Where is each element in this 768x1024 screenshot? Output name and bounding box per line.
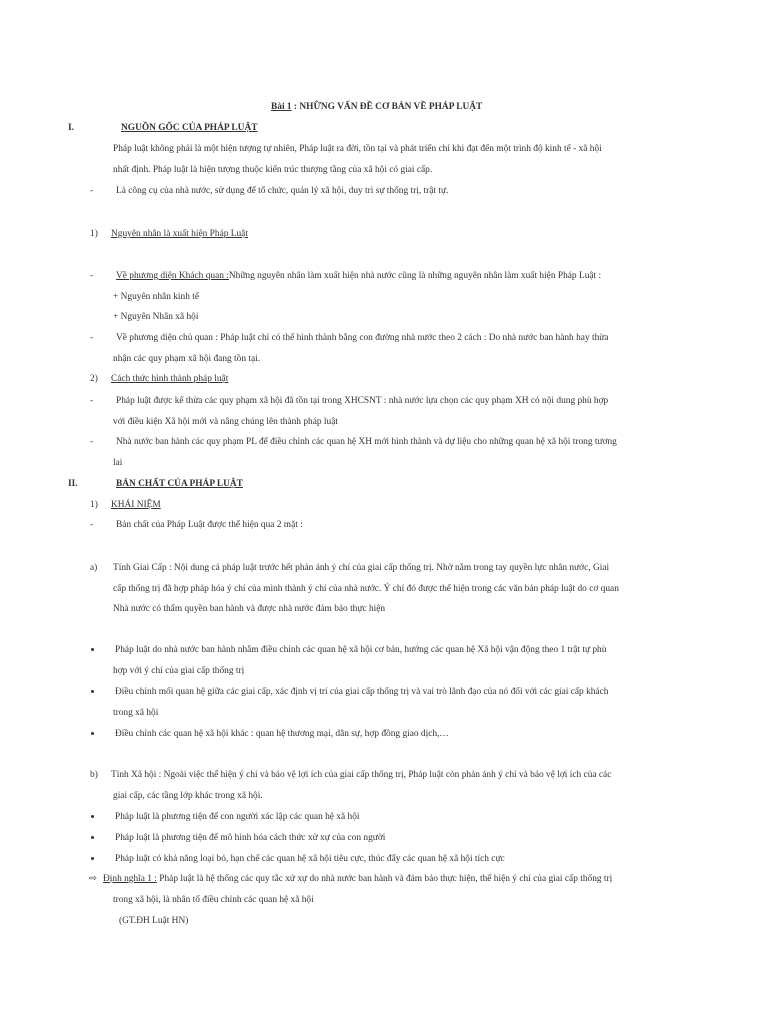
intro-paragraph-line-1: Pháp luật không phải là một hiện tượng tự nhiên, Pháp luật ra đời, tồn tại và phát triển chỉ khi đạt đến một trình độ kinh tế - xã hội	[113, 144, 602, 154]
formation-way-2-line-1: Nhà nước ban hành các quy phạm PL để điều chỉnh các quan hệ XH mới hình thành và dự liệu cho những quan hệ xã hội trong tương	[116, 437, 617, 447]
social-cause-item: + Nguyên Nhân xã hội	[113, 312, 199, 322]
bullet-marker	[91, 648, 94, 651]
dash-marker: -	[90, 520, 94, 530]
class-bullet-3: Điều chỉnh các quan hệ xã hội khác : quan hệ thương mại, dân sự, hợp đồng giao dịch,…	[115, 729, 449, 739]
definition-line-1	[103, 873, 612, 885]
intro-paragraph-line-2: nhất định. Pháp luật là hiện tượng thuộc kiến trúc thượng tầng của xã hội có giai cấp.	[113, 165, 433, 175]
bullet-marker	[91, 815, 94, 818]
subsection-concept-number: 1)	[90, 500, 98, 510]
definition-line-2: trong xã hội, là nhân tố điều chỉnh các quan hệ xã hội	[113, 895, 314, 905]
subjective-aspect-line-1: Về phương diện chủ quan : Pháp luật chỉ có thể hình thành bằng con đường nhà nước theo 2 cách : Do nhà nước ban hành hay thừa	[116, 333, 609, 343]
subsection-concept-title: KHÁI NIỆM	[111, 500, 161, 510]
page-title	[271, 101, 482, 113]
dash-marker: -	[90, 271, 94, 281]
section-2-number: II.	[68, 479, 78, 489]
subsection-1-title: Nguyên nhân là xuất hiện Pháp Luật	[111, 229, 248, 239]
social-bullet-3: Pháp luật có khả năng loại bỏ, hạn chế các quan hệ xã hội tiêu cực, thúc đẩy các quan hệ xã hội tích cực	[115, 854, 505, 864]
formation-way-2-line-2: lai	[113, 458, 123, 468]
class-nature-line-1: Tính Giai Cấp : Nội dung cả pháp luật trước hết phản ánh ý chí của giai cấp thống trị. Nhờ nắm trong tay quyền lực nhân nước, Giai	[113, 563, 610, 573]
social-nature-line-1: Tính Xã hội : Ngoài việc thể hiện ý chí và bảo vệ lợi ích của giai cấp thống trị, Pháp luật còn phản ánh ý chí và bảo vệ lợi ích của các	[111, 770, 612, 780]
definition-arrow-icon: ⇨	[89, 874, 97, 884]
class-bullet-2-line-1: Điều chỉnh mối quan hệ giữa các giai cấp, xác định vị trí của giai cấp thống trị và vai trò lãnh đạo của nó đối với các giai cấp khách	[115, 687, 609, 697]
class-bullet-1-line-1: Pháp luật do nhà nước ban hành nhằm điều chỉnh các quan hệ xã hội cơ bản, hướng các quan hệ Xã hội vận động theo 1 trật tự phù	[115, 645, 607, 655]
definition-label: Định nghĩa 1 :	[103, 874, 157, 884]
section-1-number: I.	[68, 123, 74, 133]
bullet-marker	[91, 732, 94, 735]
formation-way-1-line-2: với điều kiện Xã hội mới và nâng chúng lên thành pháp luật	[113, 417, 338, 427]
objective-aspect-text: Những nguyên nhân làm xuất hiện nhà nước cũng là những nguyên nhân làm xuất hiện Pháp Luật :	[228, 271, 602, 281]
two-aspects-item: Bản chất của Pháp Luật được thể hiện qua 2 mặt :	[116, 520, 303, 530]
bullet-marker	[91, 857, 94, 860]
dash-marker: -	[90, 437, 94, 447]
dash-marker: -	[90, 396, 94, 406]
social-bullet-2: Pháp luật là phương tiện để mô hình hóa cách thức xử xự của con người	[115, 833, 386, 843]
social-bullet-1: Pháp luật là phương tiện để con người xác lập các quan hệ xã hội	[115, 812, 360, 822]
objective-aspect-label: Về phương diện Khách quan :	[116, 271, 229, 281]
title-text: : NHỮNG VẤN ĐỀ CƠ BẢN VỀ PHÁP LUẬT	[291, 102, 483, 112]
subsection-2-title: Cách thức hình thành pháp luật	[111, 374, 229, 384]
subsection-2-number: 2)	[90, 374, 98, 384]
item-b-label: b)	[90, 770, 98, 780]
class-nature-line-2: cấp thống trị đã hợp pháp hóa ý chí của mình thành ý chí của nhà nước. Ý chí đó được thể hiện trong các văn bản pháp luật do cơ quan	[113, 584, 619, 594]
social-nature-line-2: giai cấp, các tầng lớp khác trong xã hội.	[113, 791, 263, 801]
subjective-aspect-line-2: nhận các quy phạm xã hội đang tồn tại.	[113, 354, 261, 364]
class-bullet-2-line-2: trong xã hội	[113, 708, 159, 718]
definition-text: Pháp luật là hệ thống các quy tắc xử xự do nhà nước ban hành và đảm bảo thực hiện, thể hiện ý chí của giai cấp thống trị	[156, 874, 613, 884]
definition-source: (GT.ĐH Luật HN)	[119, 916, 189, 926]
bullet-marker	[91, 836, 94, 839]
class-nature-line-3: Nhà nước có thẩm quyền ban hành và được nhà nước đảm bảo thực hiện	[113, 604, 386, 614]
objective-aspect-item	[116, 270, 601, 282]
section-2-heading: BẢN CHẤT CỦA PHÁP LUẬT	[116, 479, 243, 489]
tool-of-state-item: Là công cụ của nhà nước, sử dụng để tổ chức, quản lý xã hội, duy trì sự thống trị, trật tự.	[116, 186, 449, 196]
title-lesson-number: Bài 1	[271, 102, 292, 112]
dash-marker: -	[90, 186, 94, 196]
section-1-heading: NGUỒN GỐC CỦA PHÁP LUẬT	[121, 123, 258, 133]
item-a-label: a)	[90, 563, 98, 573]
class-bullet-1-line-2: hợp với ý chí của giai cấp thống trị	[113, 666, 245, 676]
formation-way-1-line-1: Pháp luật được kế thừa các quy phạm xã hội đã tồn tại trong XHCSNT : nhà nước lựa chọn các quy phạm XH có nội dung phù hợp	[116, 396, 609, 406]
subsection-1-number: 1)	[90, 229, 98, 239]
bullet-marker	[91, 690, 94, 693]
economic-cause-item: + Nguyên nhân kinh tế	[113, 292, 200, 302]
dash-marker: -	[90, 333, 94, 343]
